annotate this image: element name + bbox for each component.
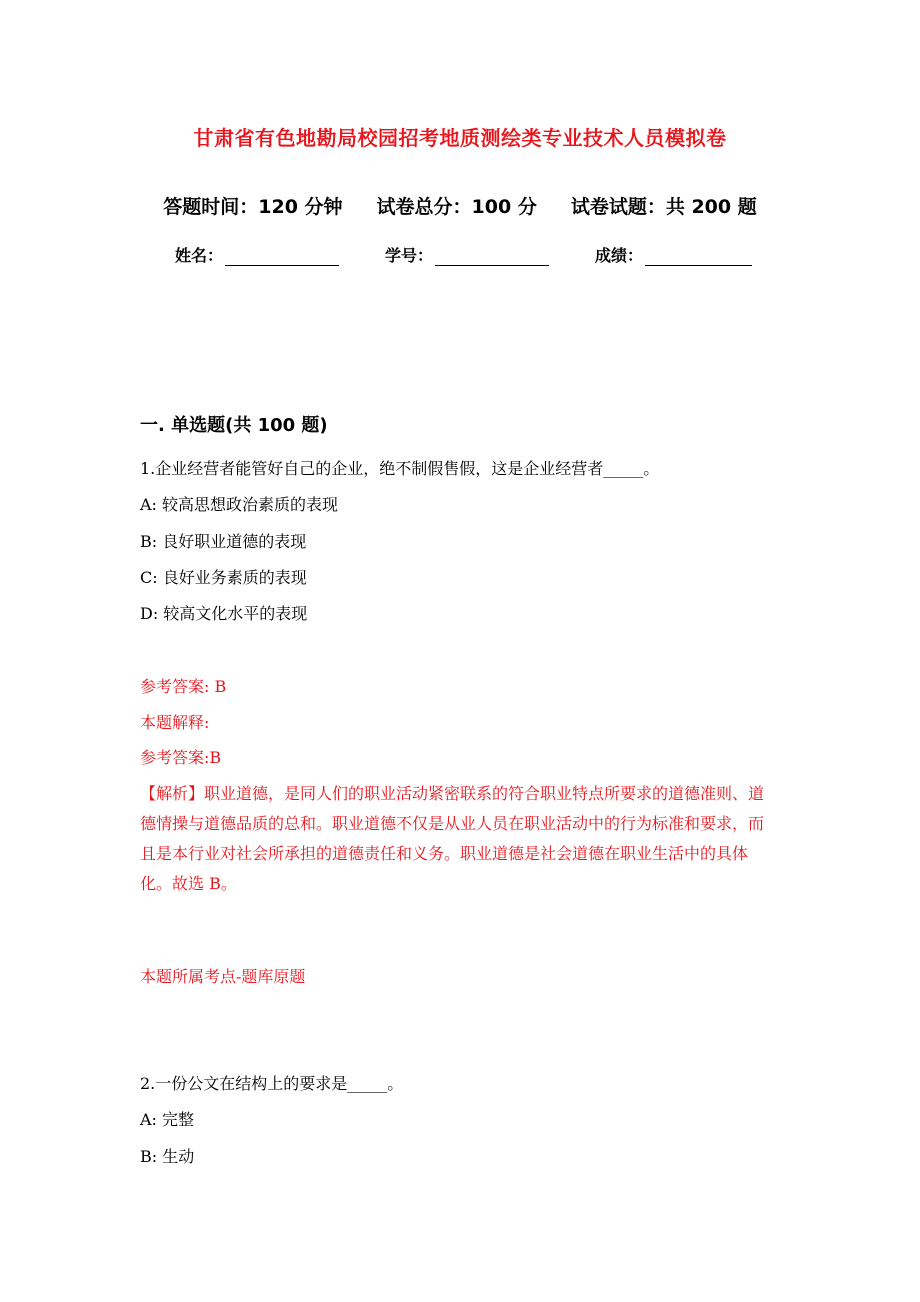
score-field: [595, 243, 752, 266]
score-label: 成绩：: [595, 246, 644, 265]
score-blank: [645, 249, 752, 266]
question-1-option-d: D: 较高文化水平的表现: [140, 604, 308, 623]
question-2-option-a: A: 完整: [140, 1110, 195, 1129]
exam-time: 答题时间：120 分钟: [163, 196, 343, 218]
exam-total-score: 试卷总分：100 分: [376, 196, 537, 218]
name-field: [175, 243, 339, 266]
question-1-answer-repeat: 参考答案:B: [140, 748, 222, 767]
exam-question-count: 试卷试题：共 200 题: [570, 196, 757, 218]
question-1-explain-label: 本题解释:: [140, 713, 210, 732]
name-label: 姓名：: [175, 246, 224, 265]
question-1-explanation: 【解析】职业道德，是同人们的职业活动紧密联系的符合职业特点所要求的道德准则、道德情操与道德品质的总和。职业道德不仅是从业人员在职业活动中的行为标准和要求，而且是本行业对社会所承担的道德责任和义务。职业道德是社会道德在职业生活中的具体化。故选 B。: [140, 784, 765, 893]
name-blank: [225, 249, 339, 266]
question-2-option-b: B: 生动: [140, 1147, 195, 1166]
question-1-option-c: C: 良好业务素质的表现: [140, 568, 307, 587]
exam-meta: [0, 192, 920, 219]
question-1-stem: 1.企业经营者能管好自己的企业，绝不制假售假，这是企业经营者_____。: [140, 459, 660, 478]
student-info: [175, 243, 752, 266]
question-1-option-a: A: 较高思想政治素质的表现: [140, 495, 339, 514]
student-id-field: [385, 243, 549, 266]
student-id-label: 学号：: [385, 246, 434, 265]
question-1-topic: 本题所属考点-题库原题: [140, 967, 306, 986]
student-id-blank: [435, 249, 549, 266]
question-2-stem: 2.一份公文在结构上的要求是_____。: [140, 1074, 404, 1093]
section-heading: 一. 单选题(共 100 题): [140, 415, 328, 436]
page-title: 甘肃省有色地勘局校园招考地质测绘类专业技术人员模拟卷: [193, 126, 727, 150]
question-1-answer: 参考答案: B: [140, 677, 227, 696]
question-1-option-b: B: 良好职业道德的表现: [140, 532, 307, 551]
